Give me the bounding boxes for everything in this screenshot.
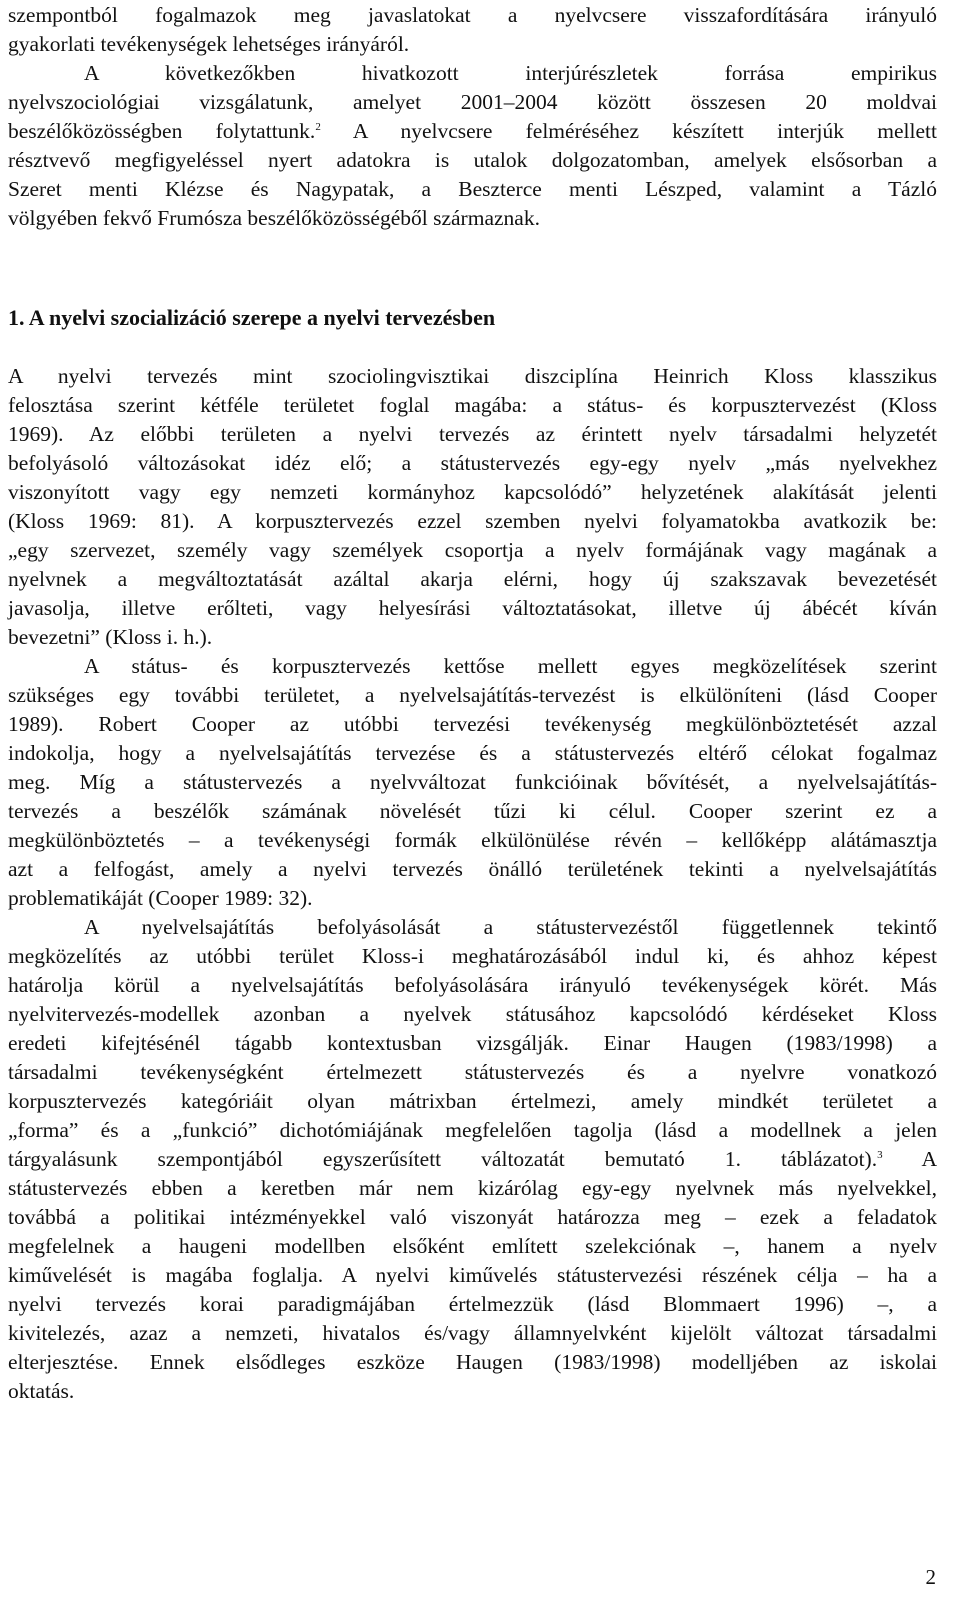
text-line [8, 1145, 937, 1174]
text-line: eredeti kifejtésénél tágabb kontextusban vizsgálják. Einar Haugen (1983/1998) a [8, 1031, 937, 1055]
text-line: társadalmi tevékenységként értelmezett státustervezés és a nyelvre vonatkozó [8, 1060, 937, 1084]
text-line: kivitelezés, azaz a nemzeti, hivatalos és/vagy államnyelvként kijelölt változat társadalmi [8, 1321, 937, 1345]
text-line: Szeret menti Klézse és Nagypatak, a Beszterce menti Lészped, valamint a Tázló [8, 177, 937, 201]
text-line: A következőkben hivatkozott interjúrészletek forrása empirikus [84, 61, 937, 85]
text-fragment: A nyelvcsere felméréséhez készített interjúk mellett [352, 119, 937, 143]
section-body [8, 362, 937, 1406]
section-heading: 1. A nyelvi szocializáció szerepe a nyelvi tervezésben [8, 305, 496, 330]
text-line: oktatás. [8, 1379, 75, 1403]
text-line: státustervezés ebben a keretben már nem kizárólag egy-egy nyelvnek más nyelvekkel, [8, 1176, 937, 1200]
text-line: elterjesztése. Ennek elsődleges eszköze Haugen (1983/1998) modelljében az iskolai [8, 1350, 937, 1374]
text-line: határolja körül a nyelvelsajátítás befolyásolására irányuló tevékenységek körét. Más [8, 973, 937, 997]
text-line: megkülönböztetés – a tevékenységi formák elkülönülése révén – kellőképp alátámasztja [8, 828, 937, 852]
text-line: befolyásoló változásokat idéz elő; a státustervezés egy-egy nyelv „más nyelvekhez [8, 451, 937, 475]
text-line: felosztása szerint kétféle területet foglal magába: a státus- és korpusztervezést (Kloss [8, 393, 937, 417]
text-line: A státus- és korpusztervezés kettőse mellett egyes megközelítések szerint [84, 654, 937, 678]
text-line: völgyében fekvő Frumósza beszélőközösségéből származnak. [8, 206, 540, 230]
text-line: nyelvi tervezés korai paradigmájában értelmezzük (lásd Blommaert 1996) –, a [8, 1292, 937, 1316]
text-line: A nyelvelsajátítás befolyásolását a státustervezéstől függetlennek tekintő [84, 915, 937, 939]
text-line: viszonyított vagy egy nemzeti kormányhoz kapcsolódó” helyzetének alakítását jelenti [8, 480, 937, 504]
text-line: A nyelvi tervezés mint szociolingvisztikai diszciplína Heinrich Kloss klasszikus [8, 364, 937, 388]
text-line: 1969). Az előbbi területen a nyelvi tervezés az érintett nyelv társadalmi helyzetét [8, 422, 937, 446]
intro-paragraph [8, 1, 937, 233]
text-line: 1989). Robert Cooper az utóbbi tervezési tevékenység megkülönböztetését azzal [8, 712, 937, 736]
footnote-ref: 2 [315, 121, 321, 133]
text-line: szempontból fogalmazok meg javaslatokat a nyelvcsere visszafordítására irányuló [8, 3, 937, 27]
text-line: problematikáját (Cooper 1989: 32). [8, 886, 313, 910]
text-fragment: tárgyalásunk szempontjából egyszerűsített változatát bemutató 1. táblázatot). [8, 1147, 878, 1171]
text-line: kiművelését is magába foglalja. A nyelvi kiművelés státustervezési részének célja – ha a [8, 1263, 937, 1287]
text-line: indokolja, hogy a nyelvelsajátítás tervezése és a státustervezés eltérő célokat fogalmaz [8, 741, 937, 765]
text-line: (Kloss 1969: 81). A korpusztervezés ezzel szemben nyelvi folyamatokba avatkozik be: [8, 509, 937, 533]
text-line: gyakorlati tevékenységek lehetséges irányáról. [8, 32, 410, 56]
text-line: megfelelnek a haugeni modellben elsőként említett szelekciónak –, hanem a nyelv [8, 1234, 937, 1258]
footnote-ref: 3 [877, 1149, 883, 1161]
text-line: nyelvszociológiai vizsgálatunk, amelyet 2001–2004 között összesen 20 moldvai [8, 90, 937, 114]
text-line: tervezés a beszélők számának növelését tűzi ki célul. Cooper szerint ez a [8, 799, 937, 823]
text-line: megközelítés az utóbbi terület Kloss-i meghatározásából indul ki, és ahhoz képest [8, 944, 937, 968]
page-number: 2 [925, 1565, 936, 1589]
text-line: továbbá a politikai intézményekkel való viszonyát határozza meg – ezek a feladatok [8, 1205, 937, 1229]
text-line: nyelvitervezés-modellek azonban a nyelvek státusához kapcsolódó kérdéseket Kloss [8, 1002, 937, 1026]
text-line: azt a felfogást, amely a nyelvi tervezés önálló területének tekinti a nyelvelsajátítás [8, 857, 937, 881]
text-line: korpusztervezés kategóriáit olyan mátrixban értelmezi, amely mindkét területet a [8, 1089, 937, 1113]
text-line: „egy szervezet, személy vagy személyek csoportja a nyelv formájának vagy magának a [8, 538, 937, 562]
text-line: szükséges egy további területet, a nyelvelsajátítás-tervezést is elkülöníteni (lásd Cooper [8, 683, 937, 707]
text-line: bevezetni” (Kloss i. h.). [8, 625, 213, 649]
text-fragment: beszélőközösségben folytattunk. [8, 119, 316, 143]
text-line [8, 117, 937, 146]
text-line: nyelvnek a megváltoztatását azáltal akarja elérni, hogy új szakszavak bevezetését [8, 567, 937, 591]
text-line: javasolja, illetve erőlteti, vagy helyesírási változtatásokat, illetve új ábécét kíván [8, 596, 937, 620]
text-fragment: A [921, 1147, 937, 1171]
text-line: „forma” és a „funkció” dichotómiájának megfelelően tagolja (lásd a modellnek a jelen [8, 1118, 937, 1142]
text-line: meg. Míg a státustervezés a nyelvváltozat funkcióinak bővítését, a nyelvelsajátítás- [8, 770, 937, 794]
text-line: résztvevő megfigyeléssel nyert adatokra is utalok dolgozatomban, amelyek elsősorban a [8, 148, 937, 172]
